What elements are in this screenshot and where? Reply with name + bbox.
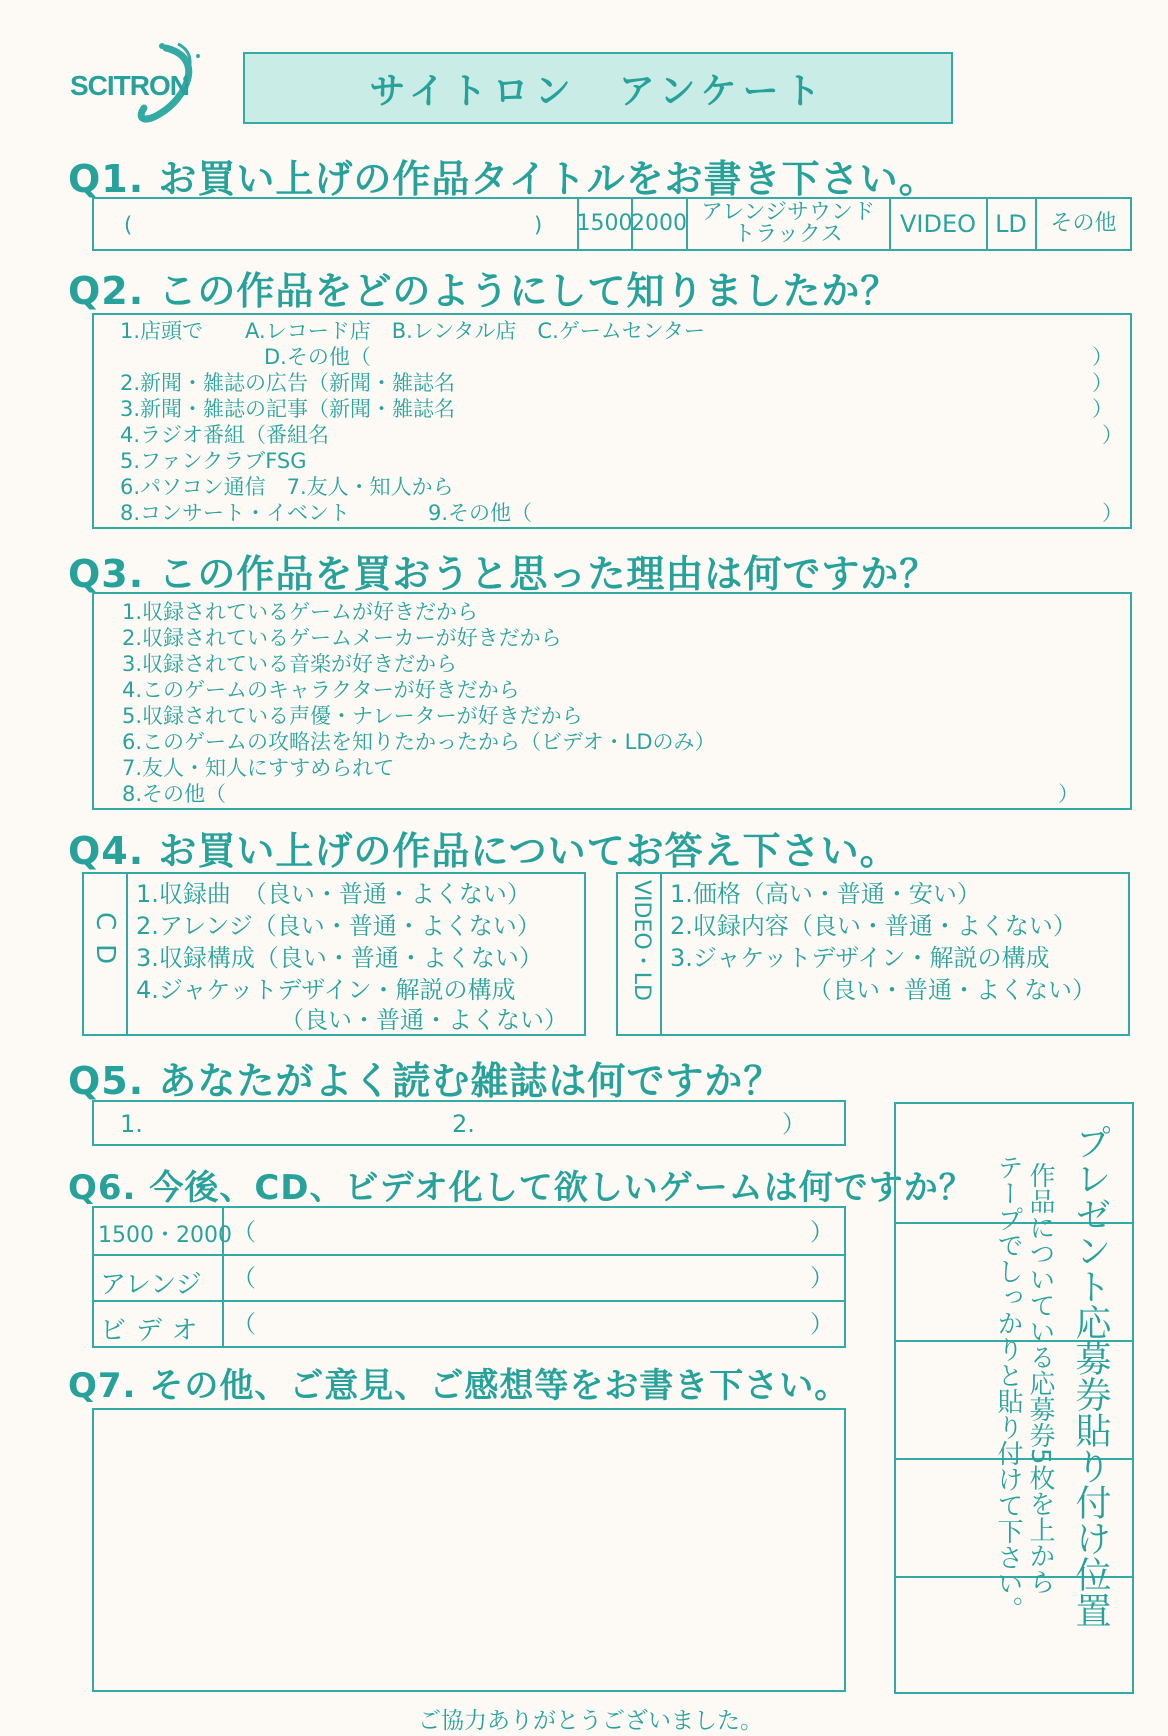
- q4-heading: Q4. お買い上げの作品についてお答え下さい。: [68, 829, 899, 873]
- q6-row-label-1: 1500・2000: [98, 1223, 232, 1248]
- q3-heading: Q3. この作品を買おうと思った理由は何ですか？: [68, 552, 939, 596]
- q1-open-paren: (: [124, 213, 133, 237]
- q3-answer-box: 1.収録されているゲームが好きだから 2.収録されているゲームメーカーが好きだから 3.収録されている音楽が好きだから 4.このゲームのキャラクターが好きだから 5.収録されている声優・ナレーターが好きだから 6.このゲームの攻略法を知りたかったから（ビデオ・LDのみ） 7.友人・知人にすすめられて 8.その他（ ）: [92, 592, 1132, 810]
- q3-item-6: 6.このゲームの攻略法を知りたかったから（ビデオ・LDのみ）: [122, 730, 716, 754]
- q6-row-label-3: ビデオ: [100, 1316, 208, 1346]
- q2-line-2: D.その他（: [264, 345, 371, 369]
- coupon-note-1: 作品についている応募券5枚を上から: [1025, 1162, 1055, 1595]
- q1-option-ld[interactable]: LD: [995, 210, 1027, 238]
- q2-answer-box: 1.店頭で A.レコード店 B.レンタル店 C.ゲームセンター D.その他（ ） 2.新聞・雑誌の広告（新聞・雑誌名 ） 3.新聞・雑誌の記事（新聞・雑誌名 ） 4.ラジオ番組（番組名 ） 5.ファンクラブFSG 6.パソコン通信 7.友人・知人から 8.コンサート・イベント 9.その他（ ）: [92, 313, 1132, 529]
- q4-video-item-3: 3.ジャケットデザイン・解説の構成: [670, 944, 1050, 972]
- q2-line-8: 8.コンサート・イベント: [120, 501, 351, 525]
- q1-heading: Q1. お買い上げの作品タイトルをお書き下さい。: [68, 157, 938, 201]
- q1-option-arrange[interactable]: アレンジサウンド トラックス: [700, 200, 876, 247]
- q6-row-label-2: アレンジ: [100, 1270, 202, 1300]
- title-banner: [243, 52, 953, 124]
- q3-item-7: 7.友人・知人にすすめられて: [122, 756, 395, 780]
- q4-cd-item-3: 3.収録構成（良い・普通・よくない）: [136, 944, 543, 972]
- q1-option-video[interactable]: VIDEO: [899, 210, 977, 238]
- q4-video-item-4: （良い・普通・よくない）: [808, 976, 1096, 1004]
- coupon-title: プレゼント応募券貼り付け位置: [1070, 1124, 1111, 1628]
- q2-line-3: 2.新聞・雑誌の広告（新聞・雑誌名: [120, 371, 456, 395]
- q1-close-paren: ): [534, 213, 543, 237]
- q4-video-label: VIDEO・LD: [629, 880, 654, 1001]
- page-title: サイトロン アンケート: [369, 70, 827, 112]
- q3-item-3: 3.収録されている音楽が好きだから: [122, 652, 458, 676]
- q2-line-1: 1.店頭で A.レコード店 B.レンタル店 C.ゲームセンター: [120, 319, 705, 343]
- q2-heading: Q2. この作品をどのようにして知りましたか？: [68, 269, 900, 313]
- q1-option-1500[interactable]: 1500: [576, 211, 633, 236]
- q2-line-7: 6.パソコン通信 7.友人・知人から: [120, 475, 454, 499]
- q2-line-5: 4.ラジオ番組（番組名: [120, 423, 330, 447]
- q6-heading: Q6. 今後、CD、ビデオ化して欲しいゲームは何ですか？: [68, 1168, 974, 1208]
- q4-video-box: [616, 872, 1130, 1036]
- q3-item-5: 5.収録されている声優・ナレーターが好きだから: [122, 704, 583, 728]
- q2-line-4: 3.新聞・雑誌の記事（新聞・雑誌名: [120, 397, 456, 421]
- q4-cd-label: CD: [90, 912, 120, 979]
- q7-heading: Q7. その他、ご意見、ご感想等をお書き下さい。: [68, 1366, 850, 1406]
- q4-video-item-1: 1.価格（高い・普通・安い）: [670, 880, 981, 908]
- q3-item-4: 4.このゲームのキャラクターが好きだから: [122, 678, 520, 702]
- q4-cd-box: [82, 872, 586, 1036]
- q2-line-6: 5.ファンクラブFSG: [120, 449, 307, 473]
- q6-table: 1500・2000 アレンジ ビデオ （ ） （ ） （ ）: [92, 1206, 846, 1348]
- scitron-logo: [66, 38, 222, 128]
- coupon-note-2: テープでしっかりと貼り付けて下さい。: [993, 1154, 1023, 1622]
- q5-item-2: 2.: [452, 1110, 475, 1138]
- q4-cd-item-4: 4.ジャケットデザイン・解説の構成: [136, 976, 516, 1004]
- q3-item-8: 8.その他（: [122, 782, 227, 806]
- q3-item-2: 2.収録されているゲームメーカーが好きだから: [122, 626, 562, 650]
- q7-comment-box[interactable]: [92, 1408, 846, 1692]
- q3-item-1: 1.収録されているゲームが好きだから: [122, 600, 479, 624]
- coupon-paste-area[interactable]: [894, 1102, 1134, 1694]
- q4-cd-item-5: （良い・普通・よくない）: [280, 1006, 568, 1034]
- logo-text: SCITRON: [70, 70, 189, 101]
- q5-item-1: 1.: [120, 1110, 143, 1138]
- q4-video-item-2: 2.収録内容（良い・普通・よくない）: [670, 912, 1077, 940]
- q2-line-9: 9.その他（: [428, 501, 533, 525]
- thanks-note: ご協力ありがとうございました。: [418, 1708, 763, 1734]
- q4-cd-item-1: 1.収録曲 （良い・普通・よくない）: [136, 880, 531, 908]
- q1-option-other[interactable]: その他: [1050, 211, 1117, 236]
- q4-cd-item-2: 2.アレンジ（良い・普通・よくない）: [136, 912, 541, 940]
- q5-answer-box[interactable]: 1. 2. ）: [92, 1100, 846, 1146]
- q5-heading: Q5. あなたがよく読む雑誌は何ですか？: [68, 1059, 783, 1103]
- q1-answer-box: [92, 197, 1132, 251]
- q1-option-2000[interactable]: 2000: [631, 211, 687, 236]
